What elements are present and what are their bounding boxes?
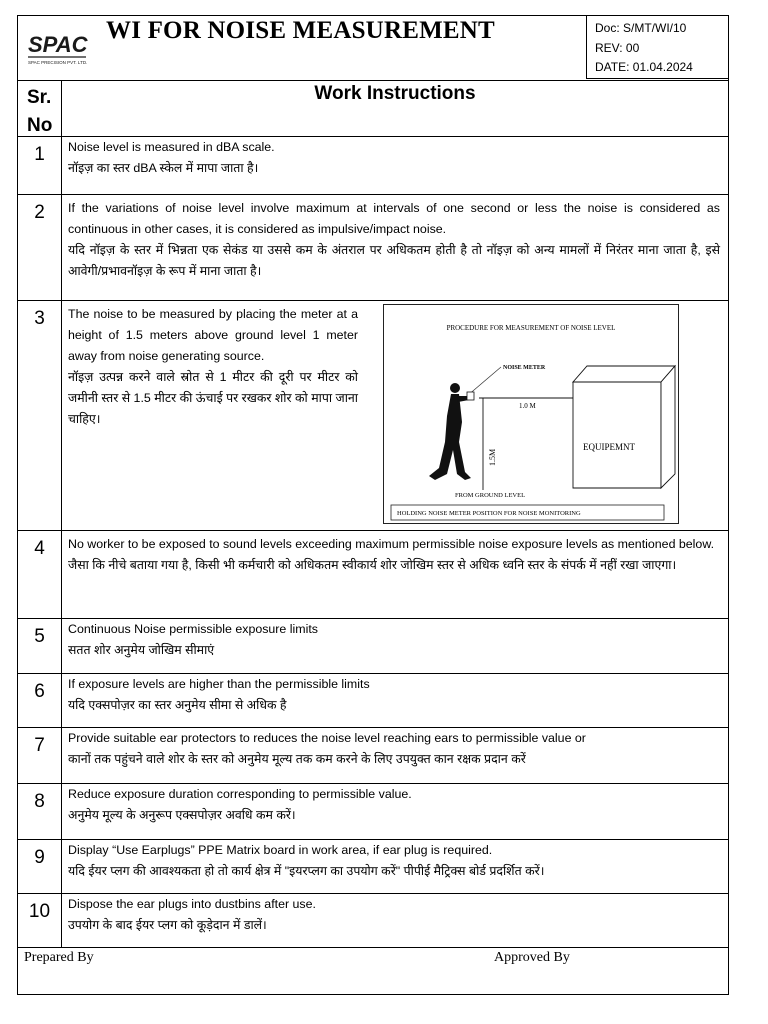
ground-level-label: FROM GROUND LEVEL	[455, 492, 526, 499]
instruction-row	[18, 894, 728, 948]
instruction-row	[18, 137, 728, 195]
row-number: 3	[18, 301, 62, 530]
instruction-text-en: If the variations of noise level involve maximum at intervals of one second or less the noise is considered as continuous in other cases, it is considered as impulsive/impact noise.	[68, 201, 720, 236]
instruction-text-hi: अनुमेय मूल्य के अनुरूप एक्सपोज़र अवधि कम करें।	[68, 808, 296, 822]
instruction-row	[18, 619, 728, 674]
row-number: 4	[18, 531, 62, 618]
instruction-row	[18, 674, 728, 728]
work-instructions-header: Work Instructions	[314, 83, 476, 104]
instruction-text-hi: यदि ईयर प्लग की आवश्यकता हो तो कार्य क्षेत्र में "इयरप्लग का उपयोग करें" पीपीई मैट्रिक्स बोर्ड प्रदर्शित करें।	[68, 864, 545, 878]
row-number: 9	[18, 840, 62, 893]
diagram-caption: HOLDING NOISE METER POSITION FOR NOISE MONITORING	[397, 510, 581, 517]
instruction-row	[18, 728, 728, 784]
instruction-text-en: The noise to be measured by placing the meter at a height of 1.5 meters above ground level 1 meter away from noise generating source.	[68, 307, 358, 363]
document-header	[18, 16, 728, 81]
row-number: 2	[18, 195, 62, 300]
prepared-by-label: Prepared By	[24, 950, 94, 965]
instruction-text-hi: यदि एक्सपोज़र का स्तर अनुमेय सीमा से अधिक है	[68, 698, 287, 712]
instruction-text-hi: कानों तक पहुंचने वाले शोर के स्तर को अनुमेय मूल्य तक कम करने के लिए उपयुक्त कान रक्षक प्रदान करें	[68, 752, 526, 766]
distance-label: 1.0 M	[519, 402, 536, 410]
noise-meter-label: NOISE METER	[503, 365, 546, 371]
noise-measurement-diagram	[383, 304, 679, 524]
instruction-row	[18, 840, 728, 894]
instruction-text-en: Display “Use Earplugs” PPE Matrix board in work area, if ear plug is required.	[68, 843, 493, 857]
instruction-row	[18, 195, 728, 301]
instruction-text-hi: सतत शोर अनुमेय जोखिम सीमाएं	[68, 643, 215, 657]
instruction-row	[18, 531, 728, 619]
document-control-box	[586, 15, 729, 79]
sr-no-header: Sr. No	[18, 80, 62, 136]
instruction-row	[18, 301, 728, 531]
company-logo	[28, 30, 98, 74]
row-number: 7	[18, 728, 62, 783]
document-title: WI FOR NOISE MEASUREMENT	[106, 17, 495, 44]
instruction-text-en: Reduce exposure duration corresponding to permissible value.	[68, 787, 412, 801]
instruction-text-hi: नॉइज़ का स्तर dBA स्केल में मापा जाता है।	[68, 161, 259, 175]
row-number: 6	[18, 674, 62, 727]
work-instruction-sheet	[17, 15, 729, 995]
table-header-row	[18, 80, 728, 137]
instruction-text-en: Provide suitable ear protectors to reduces the noise level reaching ears to permissible value or	[68, 731, 586, 745]
approved-by-label: Approved By	[494, 950, 570, 965]
equipment-label: EQUIPEMNT	[583, 442, 635, 452]
instruction-row	[18, 784, 728, 840]
instruction-text-en: Continuous Noise permissible exposure limits	[68, 622, 318, 636]
row-number: 10	[18, 894, 62, 947]
instruction-text-hi: यदि नॉइज़ के स्तर में भिन्नता एक सेकंड या उससे कम के अंतराल पर अधिकतम होती है तो नॉइज़ को अन्य मामलों में निरंतर माना जाता है, इसे आवेगी/प्रभावनॉइज़ के रूप में माना जाता है।	[68, 243, 720, 278]
instruction-text-hi: नॉइज़ उत्पन्न करने वाले स्रोत से 1 मीटर की दूरी पर मीटर को जमीनी स्तर से 1.5 मीटर की ऊंचाई पर रखकर शोर को मापा जाना चाहिए।	[68, 370, 358, 426]
instruction-text-hi: जैसा कि नीचे बताया गया है, किसी भी कर्मचारी को अधिकतम स्वीकार्य शोर जोखिम स्तर से अधिक ध्वनि स्तर के संपर्क में नहीं रखा जाएगा।	[68, 558, 677, 572]
row-number: 8	[18, 784, 62, 839]
svg-text:SPAC PRECISION PVT. LTD.: SPAC PRECISION PVT. LTD.	[28, 60, 88, 65]
instruction-text-en: No worker to be exposed to sound levels exceeding maximum permissible noise exposure levels as mentioned below.	[68, 537, 715, 551]
doc-number: Doc: S/MT/WI/10	[595, 21, 687, 35]
issue-date: DATE: 01.04.2024	[595, 60, 693, 74]
svg-text:SPAC: SPAC	[28, 32, 88, 57]
row-number: 5	[18, 619, 62, 673]
diagram-title: PROCEDURE FOR MEASUREMENT OF NOISE LEVEL	[446, 324, 616, 332]
height-label: 1.5M	[488, 448, 497, 466]
instruction-text-en: If exposure levels are higher than the permissible limits	[68, 677, 370, 691]
row-number: 1	[18, 137, 62, 194]
instruction-text-hi: उपयोग के बाद ईयर प्लग को कूड़ेदान में डालें।	[68, 918, 267, 932]
instruction-text-en: Dispose the ear plugs into dustbins after use.	[68, 897, 316, 911]
instruction-text-en: Noise level is measured in dBA scale.	[68, 140, 275, 154]
revision: REV: 00	[595, 40, 640, 55]
